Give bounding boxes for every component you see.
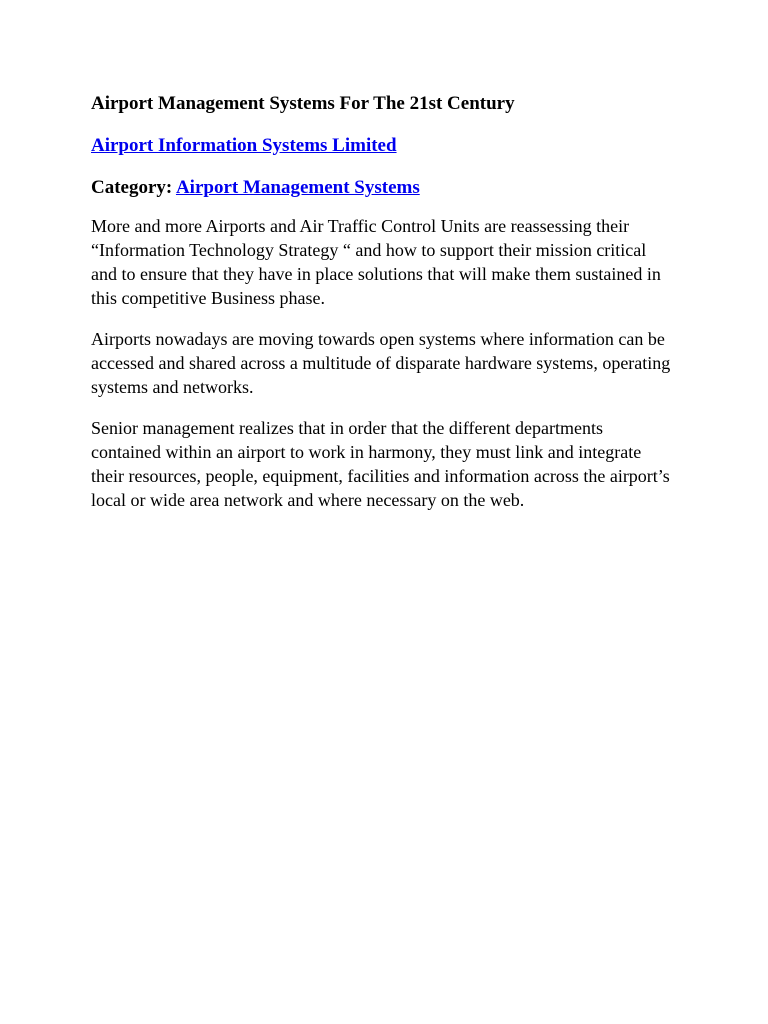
document-page bbox=[91, 92, 671, 529]
paragraph-2: Airports nowadays are moving towards open systems where information can be accessed and shared across a multitude of disparate hardware systems, operating systems and networks. bbox=[91, 329, 671, 397]
category-line bbox=[91, 176, 671, 200]
paragraph-1: More and more Airports and Air Traffic Control Units are reassessing their “Information Technology Strategy “ and how to support their mission critical and to ensure that they have in place solutions that will make them sustained in this competitive Business phase. bbox=[91, 216, 661, 308]
company-link-line bbox=[91, 134, 671, 158]
paragraph-3: Senior management realizes that in order that the different departments contained within an airport to work in harmony, they must link and integrate their resources, people, equipment, facilities and information across the airport’s local or wide area network and where necessary on the web. bbox=[91, 418, 670, 510]
document-title: Airport Management Systems For The 21st Century bbox=[91, 93, 515, 114]
category-link[interactable]: Airport Management Systems bbox=[175, 177, 420, 198]
category-label: Category: bbox=[91, 177, 173, 198]
company-link[interactable]: Airport Information Systems Limited bbox=[91, 135, 397, 156]
